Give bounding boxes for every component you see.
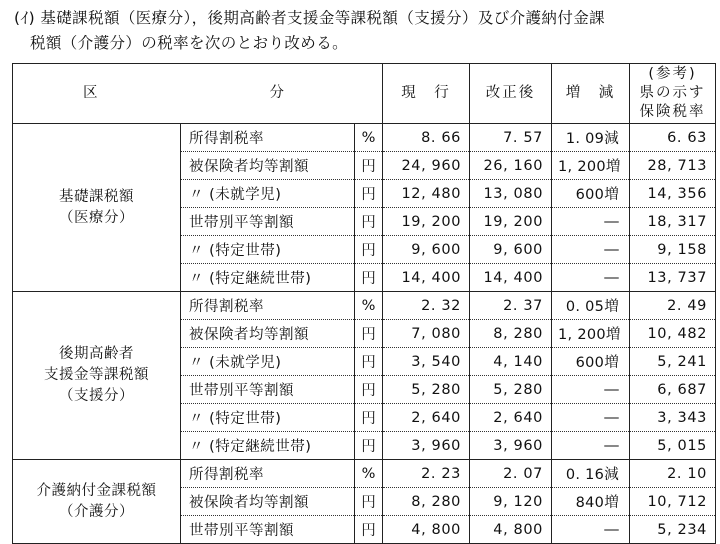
header-reference	[630, 64, 716, 124]
revised-value: 2, 640	[470, 404, 552, 432]
change-value: 600増	[552, 348, 630, 376]
reference-value: 10, 482	[630, 320, 716, 348]
change-value: ―	[552, 432, 630, 460]
category-label-line: （医療分）	[59, 209, 134, 226]
unit-cell: 円	[355, 488, 383, 516]
reference-value: 5, 015	[630, 432, 716, 460]
current-value: 8, 280	[383, 488, 470, 516]
current-value: 3, 540	[383, 348, 470, 376]
header-change: 増 減	[552, 64, 630, 124]
category-label-line: 基礎課税額	[59, 188, 134, 205]
change-value: ―	[552, 264, 630, 292]
unit-cell: 円	[355, 404, 383, 432]
category-label-line: 支援金等課税額	[44, 367, 149, 383]
revised-value: 8, 280	[470, 320, 552, 348]
change-value: 600増	[552, 180, 630, 208]
intro-line-1: (ｲ) 基礎課税額（医療分），後期高齢者支援金等課税額（支援分）及び介護納付金課	[14, 9, 606, 27]
table-row	[13, 292, 716, 320]
item-label: 〃 (特定継続世帯)	[181, 432, 355, 460]
category-cell	[13, 292, 181, 460]
change-value: 840増	[552, 488, 630, 516]
item-label: 被保険者均等割額	[181, 152, 355, 180]
unit-cell: 円	[355, 152, 383, 180]
unit-cell: 円	[355, 348, 383, 376]
current-value: 9, 600	[383, 236, 470, 264]
change-value: ―	[552, 516, 630, 544]
revised-value: 3, 960	[470, 432, 552, 460]
current-value: 19, 200	[383, 208, 470, 236]
unit-cell: 円	[355, 208, 383, 236]
revised-value: 9, 600	[470, 236, 552, 264]
category-label-line: （介護分）	[59, 503, 134, 520]
change-value: ―	[552, 208, 630, 236]
change-value: 1, 200増	[552, 320, 630, 348]
current-value: 2. 23	[383, 460, 470, 488]
item-label: 〃 (未就学児)	[181, 180, 355, 208]
change-value: ―	[552, 376, 630, 404]
current-value: 24, 960	[383, 152, 470, 180]
current-value: 14, 400	[383, 264, 470, 292]
reference-value: 28, 713	[630, 152, 716, 180]
unit-cell: 円	[355, 236, 383, 264]
item-label: 所得割税率	[181, 124, 355, 152]
header-current: 現 行	[383, 64, 470, 124]
item-label: 世帯別平等割額	[181, 376, 355, 404]
table-row	[13, 124, 716, 152]
reference-value: 2. 49	[630, 292, 716, 320]
current-value: 8. 66	[383, 124, 470, 152]
revised-value: 13, 080	[470, 180, 552, 208]
change-value: ―	[552, 236, 630, 264]
item-label: 所得割税率	[181, 292, 355, 320]
revised-value: 14, 400	[470, 264, 552, 292]
item-label: 被保険者均等割額	[181, 320, 355, 348]
reference-value: 5, 241	[630, 348, 716, 376]
category-cell	[13, 124, 181, 292]
current-value: 2. 32	[383, 292, 470, 320]
revised-value: 7. 57	[470, 124, 552, 152]
reference-value: 3, 343	[630, 404, 716, 432]
reference-value: 18, 317	[630, 208, 716, 236]
revised-value: 2. 37	[470, 292, 552, 320]
reference-value: 13, 737	[630, 264, 716, 292]
current-value: 3, 960	[383, 432, 470, 460]
item-label: 世帯別平等割額	[181, 208, 355, 236]
revised-value: 9, 120	[470, 488, 552, 516]
table-body	[13, 124, 716, 544]
header-reference-line-1: (参考)	[648, 66, 697, 82]
table-row	[13, 460, 716, 488]
category-label-line: 後期高齢者	[59, 346, 134, 362]
revised-value: 19, 200	[470, 208, 552, 236]
unit-cell: 円	[355, 320, 383, 348]
revised-value: 2. 07	[470, 460, 552, 488]
header-kubun-right: 分	[269, 85, 286, 101]
unit-cell: %	[355, 460, 383, 488]
current-value: 5, 280	[383, 376, 470, 404]
change-value: 0. 05増	[552, 292, 630, 320]
intro-paragraph	[14, 6, 714, 56]
category-label-line: 介護納付金課税額	[36, 482, 157, 499]
current-value: 7, 080	[383, 320, 470, 348]
unit-cell: 円	[355, 376, 383, 404]
item-label: 〃 (特定継続世帯)	[181, 264, 355, 292]
header-kubun-left: 区	[83, 85, 100, 101]
tax-rate-table	[12, 63, 716, 544]
item-label: 被保険者均等割額	[181, 488, 355, 516]
reference-value: 6, 687	[630, 376, 716, 404]
revised-value: 5, 280	[470, 376, 552, 404]
item-label: 世帯別平等割額	[181, 516, 355, 544]
unit-cell: 円	[355, 180, 383, 208]
reference-value: 14, 356	[630, 180, 716, 208]
change-value: 1. 09減	[552, 124, 630, 152]
intro-line-2: 税額（介護分）の税率を次のとおり改める。	[30, 34, 349, 52]
change-value: 0. 16減	[552, 460, 630, 488]
item-label: 〃 (特定世帯)	[181, 236, 355, 264]
reference-value: 9, 158	[630, 236, 716, 264]
revised-value: 26, 160	[470, 152, 552, 180]
header-kubun	[13, 64, 383, 124]
reference-value: 10, 712	[630, 488, 716, 516]
unit-cell: 円	[355, 264, 383, 292]
reference-value: 6. 63	[630, 124, 716, 152]
unit-cell: 円	[355, 432, 383, 460]
revised-value: 4, 140	[470, 348, 552, 376]
header-reference-line-2: 県の示す	[639, 85, 706, 101]
unit-cell: 円	[355, 516, 383, 544]
item-label: 〃 (未就学児)	[181, 348, 355, 376]
change-value: 1, 200増	[552, 152, 630, 180]
item-label: 〃 (特定世帯)	[181, 404, 355, 432]
cropped-following-text	[40, 535, 700, 543]
header-revised: 改正後	[470, 64, 552, 124]
category-cell	[13, 460, 181, 544]
unit-cell: %	[355, 124, 383, 152]
item-label: 所得割税率	[181, 460, 355, 488]
table-header-row	[13, 64, 716, 124]
current-value: 12, 480	[383, 180, 470, 208]
reference-value: 2. 10	[630, 460, 716, 488]
reference-value: 5, 234	[630, 516, 716, 544]
category-label-line: （支援分）	[59, 388, 134, 404]
current-value: 4, 800	[383, 516, 470, 544]
current-value: 2, 640	[383, 404, 470, 432]
unit-cell: %	[355, 292, 383, 320]
revised-value: 4, 800	[470, 516, 552, 544]
change-value: ―	[552, 404, 630, 432]
header-reference-line-3: 保険税率	[639, 104, 706, 120]
